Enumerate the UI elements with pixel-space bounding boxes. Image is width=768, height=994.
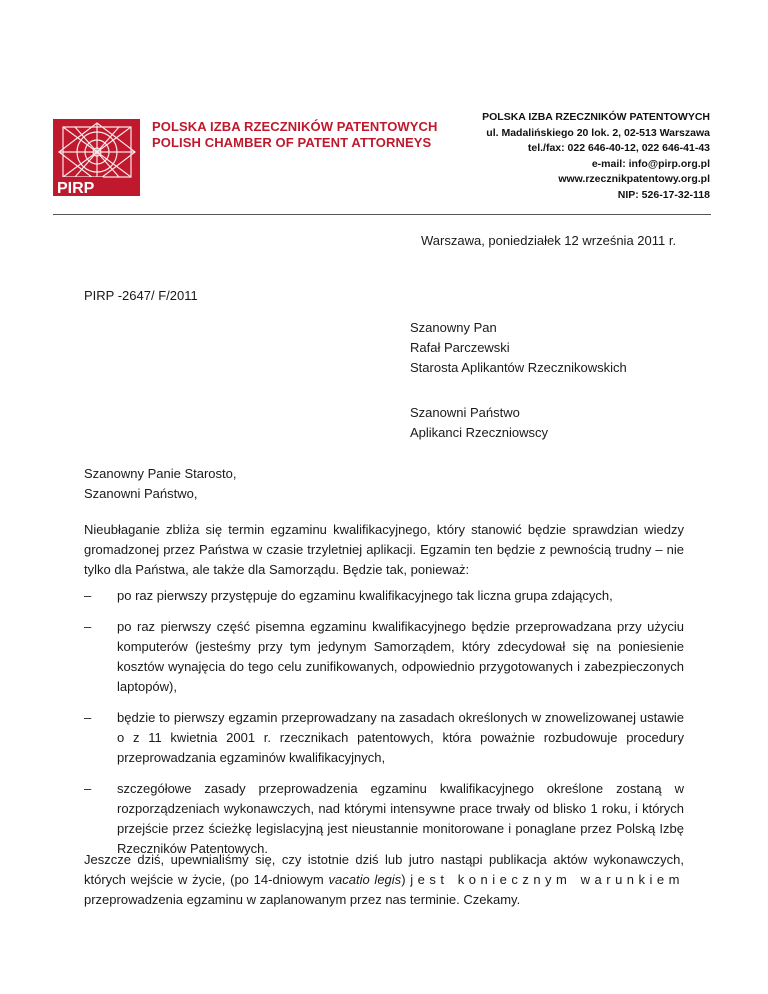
list-item-text: szczegółowe zasady przeprowadzenia egzaminu kwalifikacyjnego określone zostaną w rozporządzeniach wykonawczych, nad którymi intensywne prace trwały od blisko 1 roku, i których przejście przez ścieżkę legislacyjną jest nieustannie monitorowane i ponaglane przez Polską Izbę Rzeczników Patentowych. (117, 781, 684, 856)
paragraph-intro: Nieubłaganie zbliża się termin egzaminu kwalifikacyjnego, który stanowić będzie sprawdzian wiedzy gromadzonej przez Państwa w czasie trzyletniej aplikacji. Egzamin ten będzie z pewnością trudny – nie tylko dla Państwa, ale także dla Samorządu. Będzie tak, ponieważ: (84, 522, 684, 577)
contact-name: POLSKA IZBA RZECZNIKÓW PATENTOWYCH (482, 111, 710, 123)
contact-nip: NIP: 526-17-32-118 (617, 188, 710, 201)
addressee-block (410, 318, 627, 443)
list-item-text: po raz pierwszy przystępuje do egzaminu kwalifikacyjnego tak liczna grupa zdających, (117, 588, 613, 603)
reference-number: PIRP -2647/ F/2011 (84, 288, 198, 303)
contact-block (482, 110, 710, 204)
org-name-en: POLISH CHAMBER OF PATENT ATTORNEYS (152, 135, 432, 150)
list-item (84, 708, 684, 768)
pirp-logo (53, 119, 140, 196)
logo-text: PIRP (57, 180, 95, 196)
closing-italic: vacatio legis (328, 872, 402, 887)
addressee-line: Aplikanci Rzeczniowscy (410, 425, 548, 440)
greeting-line: Szanowny Panie Starosto, (84, 466, 237, 481)
bullet-dash: – (84, 710, 92, 725)
bullet-dash: – (84, 588, 92, 603)
list-item-text: po raz pierwszy część pisemna egzaminu kwalifikacyjnego będzie przeprowadzana przy użyciu komputerów (jesteśmy przy tym jedynym Samorządem, który zdecydował się na poniesienie kosztów wynajęcia do tego celu zunifikowanych, odpowiednio przygotowanych i zabezpieczonych laptopów), (117, 619, 684, 694)
list-item (84, 617, 684, 697)
contact-email[interactable]: e-mail: info@pirp.org.pl (591, 157, 710, 170)
addressee-line: Rafał Parczewski (410, 340, 510, 355)
header-divider (53, 214, 711, 215)
greeting (84, 464, 236, 504)
closing-text: ) (401, 872, 411, 887)
list-item (84, 779, 684, 859)
paragraph-closing (84, 850, 684, 910)
contact-phone: tel./fax: 022 646-40-12, 022 646-41-43 (527, 142, 710, 155)
contact-website[interactable]: www.rzecznikpatentowy.org.pl (558, 173, 710, 186)
list-item-text: będzie to pierwszy egzamin przeprowadzany na zasadach określonych w znowelizowanej ustawie o z 11 kwietnia 2001 r. rzecznikach patentowych, która poważnie rozbudowuje procedury przeprowadzania egzaminów kwalifikacyjnych, (117, 710, 684, 765)
closing-text: przeprowadzenia egzaminu w zaplanowanym przez nas terminie. Czekamy. (84, 892, 521, 907)
pirp-logo-icon (53, 119, 140, 196)
closing-text: Jeszcze dziś, upewnialiśmy się, czy istotnie dziś lub jutro nastąpi publikacja aktów wykonawczych, których wejście w życie, (po 14-dniowym (84, 852, 684, 887)
letter-date: Warszawa, poniedziałek 12 września 2011 r. (421, 233, 677, 248)
addressee-line: Szanowny Pan (410, 320, 497, 335)
contact-address: ul. Madalińskiego 20 lok. 2, 02-513 Warszawa (486, 126, 710, 139)
bullet-dash: – (84, 781, 92, 796)
closing-spaced: jest koniecznym warunkiem (410, 872, 684, 887)
addressee-line: Starosta Aplikantów Rzecznikowskich (410, 360, 627, 375)
organization-name (152, 119, 438, 151)
org-name-pl: POLSKA IZBA RZECZNIKÓW PATENTOWYCH (152, 119, 438, 134)
list-item (84, 586, 684, 606)
addressee-line: Szanowni Państwo (410, 405, 520, 420)
bullet-list (84, 586, 684, 870)
bullet-dash: – (84, 619, 92, 634)
greeting-line: Szanowni Państwo, (84, 486, 198, 501)
